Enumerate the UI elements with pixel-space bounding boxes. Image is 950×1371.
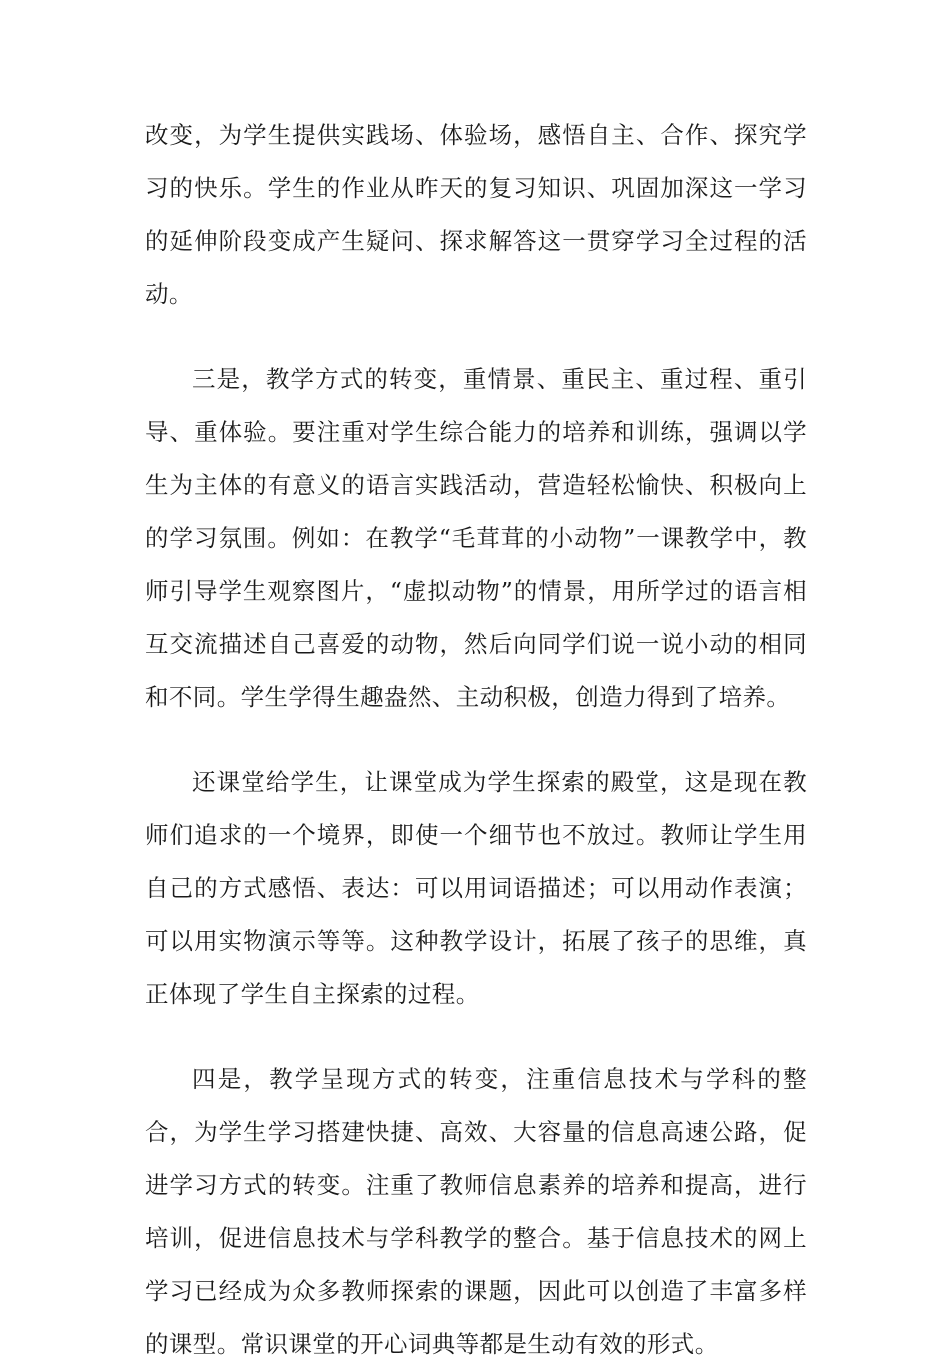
paragraph-teaching-method: 三是，教学方式的转变，重情景、重民主、重过程、重引导、重体验。要注重对学生综合能力的培养和训练，强调以学生为主体的有意义的语言实践活动，营造轻松愉快、积极向上的学习氛围。例如：在教学“毛茸茸的小动物”一课教学中，教师引导学生观察图片，“虚拟动物”的情景，用所学过的语言相互交流描述自己喜爱的动物，然后向同学们说一说小动的相同和不同。学生学得生趣盎然、主动积极，创造力得到了培养。 bbox=[145, 365, 807, 711]
paragraph-classroom-exploration: 还课堂给学生，让课堂成为学生探索的殿堂，这是现在教师们追求的一个境界，即使一个细节也不放过。教师让学生用自己的方式感悟、表达：可以用词语描述；可以用动作表演；可以用实物演示等等。这种教学设计，拓展了孩子的思维，真正体现了学生自主探索的过程。 bbox=[145, 768, 807, 1008]
document-body bbox=[145, 109, 807, 1371]
paragraph-continuation: 改变，为学生提供实践场、体验场，感悟自主、合作、探究学习的快乐。学生的作业从昨天的复习知识、巩固加深这一学习的延伸阶段变成产生疑问、探求解答这一贯穿学习全过程的活动。 bbox=[145, 121, 807, 308]
paragraph-information-technology: 四是，教学呈现方式的转变，注重信息技术与学科的整合，为学生学习搭建快捷、高效、大容量的信息高速公路，促进学习方式的转变。注重了教师信息素养的培养和提高，进行培训，促进信息技术与学科教学的整合。基于信息技术的网上学习已经成为众多教师探索的课题，因此可以创造了丰富多样的课型。常识课堂的开心词典等都是生动有效的形式。 bbox=[145, 1065, 807, 1358]
paragraph-gap bbox=[145, 724, 807, 756]
paragraph-gap bbox=[145, 321, 807, 353]
paragraph-gap bbox=[145, 1021, 807, 1053]
